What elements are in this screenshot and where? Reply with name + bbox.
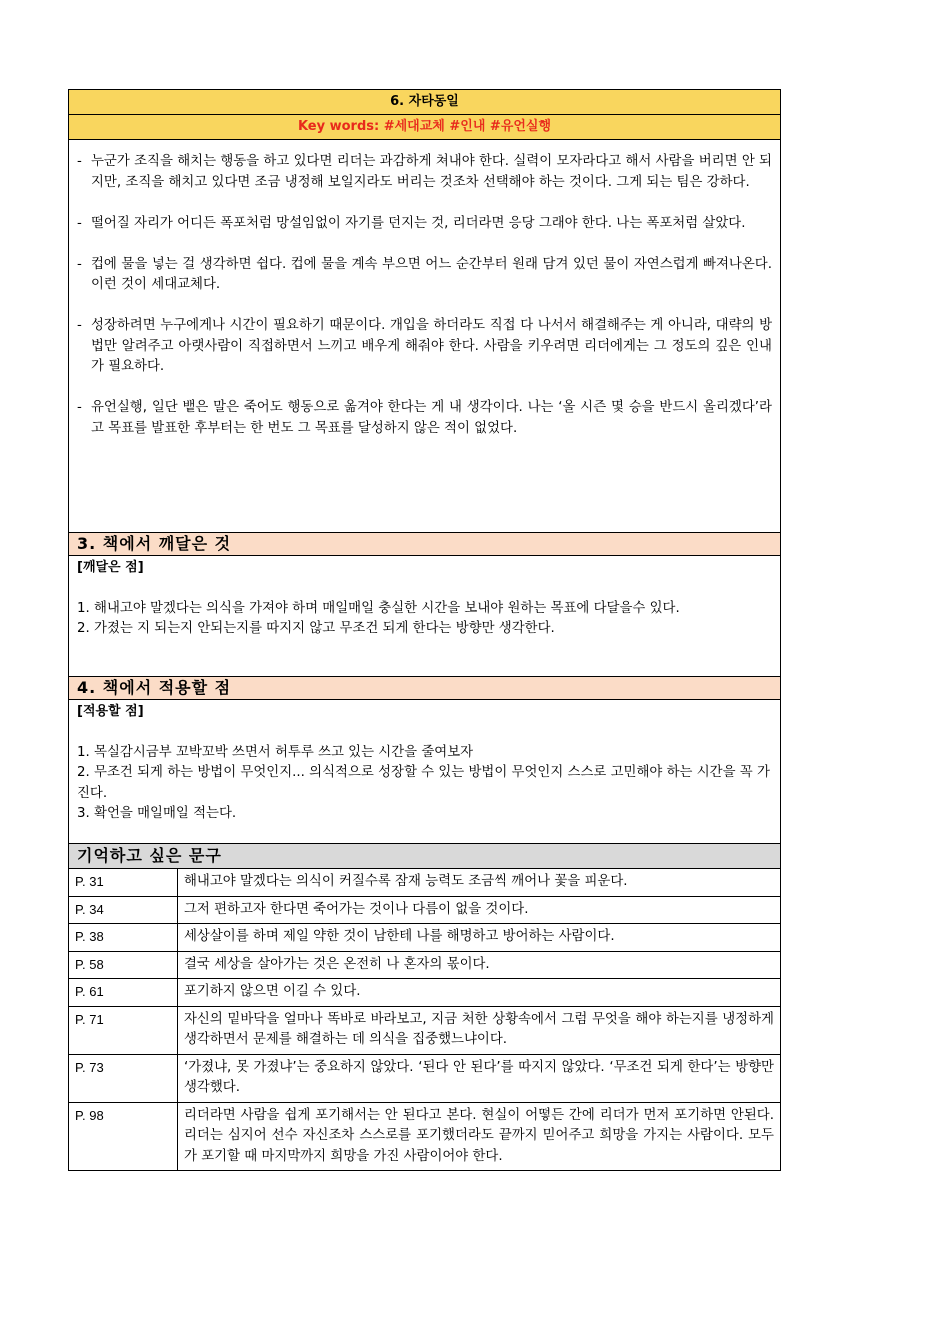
section3-body bbox=[69, 556, 780, 677]
quote-text: 성장하려면 누구에게나 시간이 필요하기 때문이다. 개입을 하더라도 직접 다 나서서 해결해주는 게 아니라, 대략의 방법만 알려주고 아랫사람이 직접하면서 느끼고 배우게 해줘야 한다. 사람을 키우려면 리더에게는 그 정도의 깊은 인내가 필요하다. bbox=[91, 318, 772, 374]
section4-body bbox=[69, 700, 780, 844]
memorable-heading: 기억하고 싶은 문구 bbox=[69, 844, 780, 869]
page-ref: P. 71 bbox=[69, 1006, 178, 1054]
quote-text: 떨어질 자리가 어디든 폭포처럼 망설임없이 자기를 던지는 것, 리더라면 응당 그래야 한다. 나는 폭포처럼 살았다. bbox=[91, 215, 746, 231]
phrase-text: 포기하지 않으면 이길 수 있다. bbox=[178, 979, 781, 1007]
page-ref: P. 58 bbox=[69, 951, 178, 979]
page-ref: P. 38 bbox=[69, 924, 178, 952]
section4-line: 1. 목실감시금부 꼬박꼬박 쓰면서 허투루 쓰고 있는 시간을 줄여보자 bbox=[77, 744, 474, 760]
bullet-dash: - bbox=[77, 318, 82, 333]
quote-item bbox=[77, 255, 772, 296]
quote-text: 누군가 조직을 해치는 행동을 하고 있다면 리더는 과감하게 쳐내야 한다. 실력이 모자라다고 해서 사람을 버리면 안 되지만, 조직을 해치고 있다면 조금 냉정해 보일지라도 버리는 것조차 선택해야 하는 것이다. 그게 되는 팀은 강하다. bbox=[91, 154, 772, 190]
phrase-text: 결국 세상을 살아가는 것은 온전히 나 혼자의 몫이다. bbox=[178, 951, 781, 979]
section4-line: 3. 확언을 매일매일 적는다. bbox=[77, 806, 237, 821]
phrase-text: 자신의 밑바닥을 얼마나 똑바로 바라보고, 지금 처한 상황속에서 그럼 무엇을 해야 하는지를 냉정하게 생각하면서 문제를 해결하는 데 의식을 집중했느냐이다. bbox=[178, 1006, 781, 1054]
table-row bbox=[69, 1006, 781, 1054]
table-row bbox=[69, 1054, 781, 1102]
phrase-text: 세상살이를 하며 제일 약한 것이 남한테 나를 해명하고 방어하는 사람이다. bbox=[178, 924, 781, 952]
chapter-quotes bbox=[69, 140, 780, 533]
section4-heading: 4. 책에서 적용할 점 bbox=[69, 677, 780, 700]
bullet-dash: - bbox=[77, 400, 82, 415]
page-ref: P. 31 bbox=[69, 869, 178, 896]
quote-item bbox=[77, 214, 772, 235]
section3-subtitle: [깨달은 점] bbox=[77, 560, 144, 575]
bullet-dash: - bbox=[77, 154, 82, 169]
quote-item bbox=[77, 152, 772, 193]
phrase-text: 리더라면 사람을 쉽게 포기해서는 안 된다고 본다. 현실이 어떻든 간에 리더가 먼저 포기하면 안된다. 리더는 심지어 선수 자신조차 스스로를 포기했더라도 끝까지 믿어주고 희망을 가지는 사람이다. 모두가 포기할 때 마지막까지 희망을 가진 사람이어야 한다. bbox=[178, 1102, 781, 1171]
section4-subtitle: [적용할 점] bbox=[77, 704, 144, 719]
table-row bbox=[69, 979, 781, 1007]
section3-heading: 3. 책에서 깨달은 것 bbox=[69, 533, 780, 556]
table-row bbox=[69, 1102, 781, 1171]
phrase-text: 해내고야 말겠다는 의식이 커질수록 잠재 능력도 조금씩 깨어나 꽃을 피운다. bbox=[178, 869, 781, 896]
page-ref: P. 34 bbox=[69, 896, 178, 924]
book-review-page bbox=[68, 89, 781, 1171]
quote-item bbox=[77, 398, 772, 439]
section3-line: 2. 가졌는 지 되는지 안되는지를 따지지 않고 무조건 되게 한다는 방향만 생각한다. bbox=[77, 621, 555, 636]
bullet-dash: - bbox=[77, 215, 82, 231]
table-row bbox=[69, 869, 781, 896]
review-table bbox=[68, 89, 781, 869]
section3-line: 1. 해내고야 말겠다는 의식을 가져야 하며 매일매일 충실한 시간을 보내야 원하는 목표에 다달을수 있다. bbox=[77, 600, 680, 616]
phrase-text: 그저 편하고자 한다면 죽어가는 것이나 다름이 없을 것이다. bbox=[178, 896, 781, 924]
table-row bbox=[69, 951, 781, 979]
quote-text: 컵에 물을 넣는 걸 생각하면 쉽다. 컵에 물을 계속 부으면 어느 순간부터 원래 담겨 있던 물이 자연스럽게 빠져나온다. 이런 것이 세대교체다. bbox=[91, 256, 772, 292]
quote-item bbox=[77, 316, 772, 378]
keywords-row: Key words: #세대교체 #인내 #유언실행 bbox=[69, 115, 780, 140]
table-row bbox=[69, 896, 781, 924]
page-ref: P. 73 bbox=[69, 1054, 178, 1102]
page-ref: P. 61 bbox=[69, 979, 178, 1007]
page-ref: P. 98 bbox=[69, 1102, 178, 1171]
quote-text: 유언실행, 일단 뱉은 말은 죽어도 행동으로 옮겨야 한다는 게 내 생각이다. 나는 ‘올 시즌 몇 승을 반드시 올리겠다’라고 목표를 발표한 후부터는 한 번도 그 목표를 달성하지 않은 적이 없었다. bbox=[91, 400, 772, 436]
bullet-dash: - bbox=[77, 256, 82, 272]
chapter-title: 6. 자타동일 bbox=[69, 90, 780, 115]
phrase-text: ‘가졌냐, 못 가졌냐’는 중요하지 않았다. ‘된다 안 된다’를 따지지 않았다. ‘무조건 되게 한다’는 방향만 생각했다. bbox=[178, 1054, 781, 1102]
table-row bbox=[69, 924, 781, 952]
section4-line: 2. 무조건 되게 하는 방법이 무엇인지... 의식적으로 성장할 수 있는 방법이 무엇인지 스스로 고민해야 하는 시간을 꼭 가진다. bbox=[77, 765, 770, 801]
memorable-table bbox=[68, 869, 781, 1171]
